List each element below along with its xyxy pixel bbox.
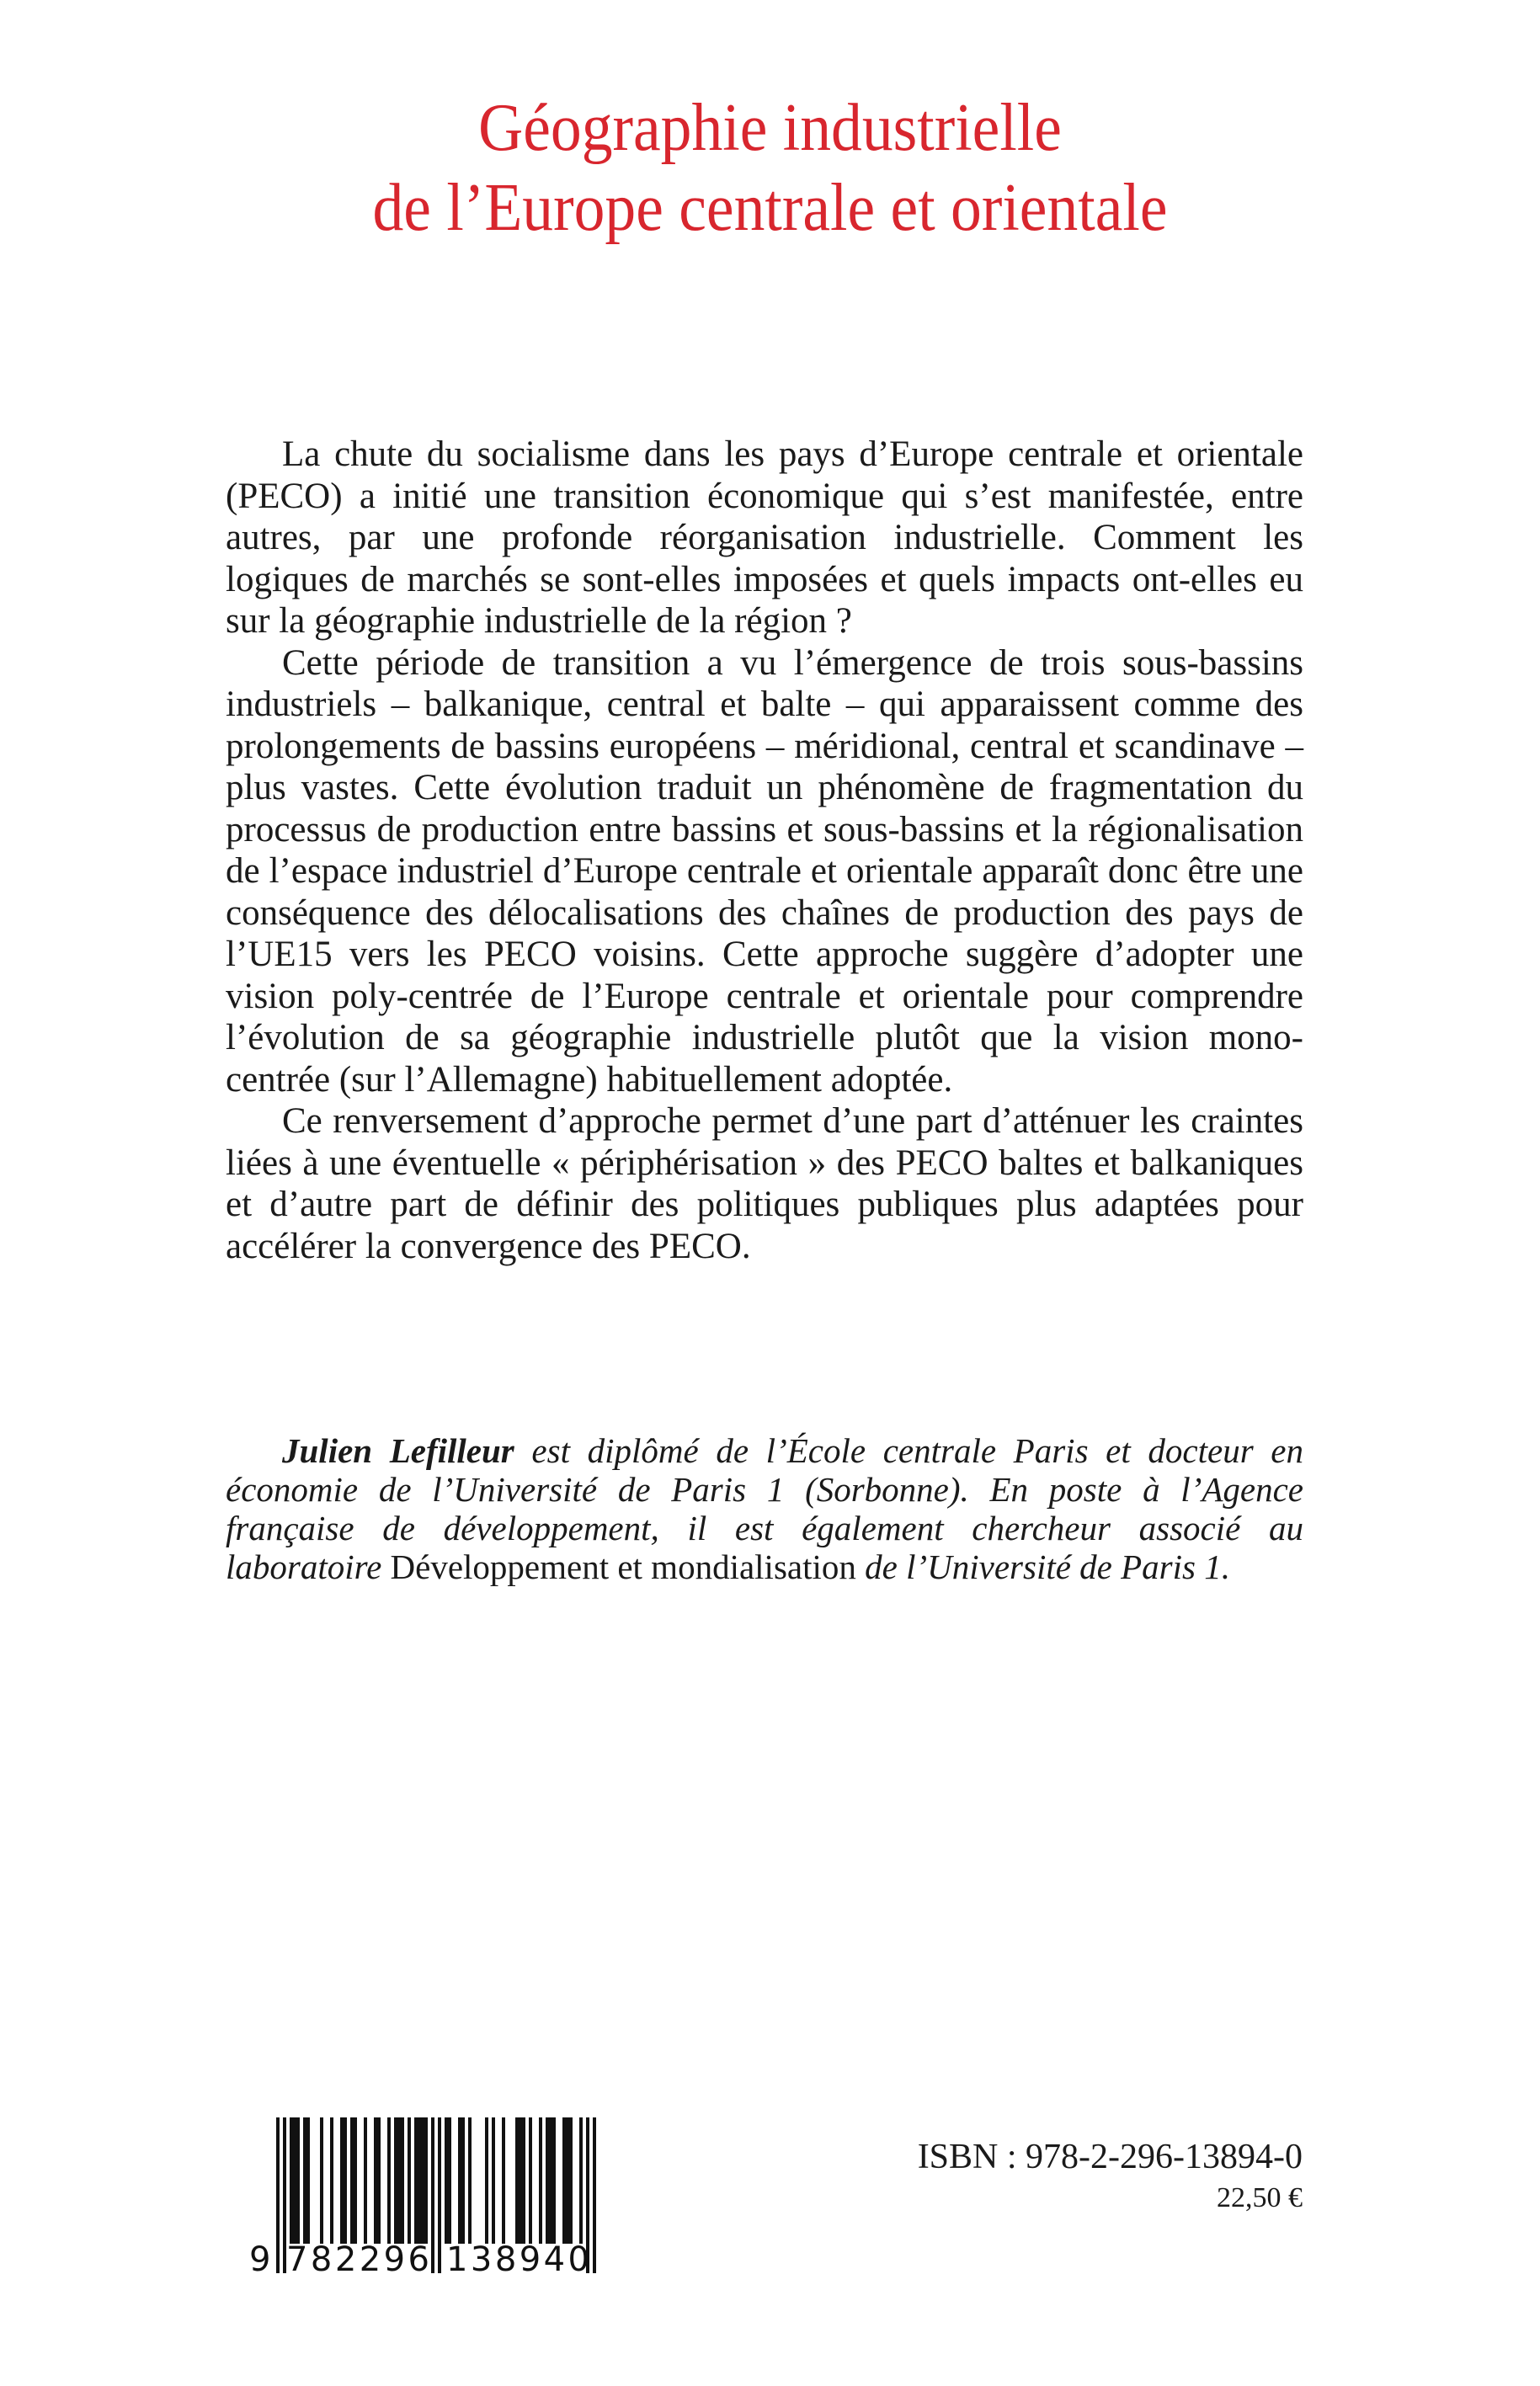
barcode-bar bbox=[414, 2117, 418, 2244]
barcode-bar bbox=[276, 2117, 280, 2273]
barcode-bar bbox=[306, 2117, 310, 2244]
barcode-bar bbox=[364, 2117, 367, 2244]
barcode-bar bbox=[303, 2117, 306, 2244]
bio-text: est diplômé de l’École centrale Paris et docteur en économie de l’Université de Paris 1 (Sorbonne). En poste à l’Agence française de développement, il est également chercheur associé au laboratoire bbox=[226, 1431, 1304, 1586]
barcode-bar bbox=[377, 2117, 381, 2244]
barcode-bar bbox=[397, 2117, 401, 2244]
barcode-bar bbox=[431, 2117, 434, 2273]
barcode-bar bbox=[562, 2117, 566, 2244]
barcode-bar bbox=[424, 2117, 428, 2244]
barcode-left-digits: 782296 bbox=[286, 2240, 429, 2273]
barcode-bar bbox=[461, 2117, 465, 2244]
barcode-bar bbox=[293, 2117, 296, 2244]
price: 22,50 € bbox=[1217, 2182, 1303, 2213]
barcode-bar bbox=[552, 2117, 556, 2244]
barcode bbox=[244, 2117, 615, 2273]
barcode-bar bbox=[468, 2117, 472, 2244]
barcode-bar bbox=[374, 2117, 377, 2244]
summary bbox=[226, 434, 1303, 1267]
barcode-bar bbox=[519, 2117, 522, 2244]
summary-paragraph: Cette période de transition a vu l’émergence de trois sous-bassins industriels – balkanique, central et balte – qui apparaissent comme des prolongements de bassins européens – méridional, central et scandinave – plus vastes. Cette évolution traduit un phénomène de fragmentation du processus de production entre bassins et sous-bassins et la régionalisation de l’espace industriel d’Europe centrale et orientale apparaît donc être une conséquence des délocalisations des chaînes de production des pays de l’UE15 vers les PECO voisins. Cette approche suggère d’adopter une vision poly-centrée de l’Europe centrale et orientale pour comprendre l’évolution de sa géographie industrielle plutôt que la vision mono-centrée (sur l’Allemagne) habituellement adoptée. bbox=[226, 642, 1303, 1100]
barcode-bar bbox=[458, 2117, 461, 2244]
barcode-bar bbox=[492, 2117, 495, 2244]
barcode-bar bbox=[539, 2117, 542, 2244]
barcode-bar bbox=[546, 2117, 549, 2244]
barcode-bar bbox=[330, 2117, 333, 2244]
barcode-first-digit: 9 bbox=[249, 2240, 271, 2273]
barcode-bar bbox=[579, 2117, 583, 2244]
barcode-bar bbox=[529, 2117, 532, 2244]
title-line-2: de l’Europe centrale et orientale bbox=[372, 171, 1168, 245]
isbn: ISBN : 978-2-296-13894-0 bbox=[917, 2138, 1303, 2176]
summary-paragraph: Ce renversement d’approche permet d’une part d’atténuer les craintes liées à une éventuelle « périphérisation » des PECO baltes et balkaniques et d’autre part de définir des politiques publiques plus adaptées pour accélérer la convergence des PECO. bbox=[226, 1101, 1303, 1266]
barcode-bar bbox=[522, 2117, 525, 2244]
barcode-bar bbox=[418, 2117, 421, 2244]
barcode-bar bbox=[421, 2117, 424, 2244]
barcode-right-digits: 138940 bbox=[446, 2240, 589, 2273]
barcode-bar bbox=[394, 2117, 397, 2244]
barcode-bar bbox=[354, 2117, 357, 2244]
barcode-bar bbox=[387, 2117, 391, 2244]
barcode-bar bbox=[445, 2117, 448, 2244]
barcode-bar bbox=[290, 2117, 293, 2244]
barcode-bar bbox=[569, 2117, 573, 2244]
barcode-bar bbox=[566, 2117, 569, 2244]
author-name: Julien Lefilleur bbox=[282, 1431, 514, 1470]
barcode-bar bbox=[344, 2117, 347, 2244]
barcode-bar bbox=[485, 2117, 488, 2244]
title-line-1: Géographie industrielle bbox=[478, 91, 1062, 165]
book-title bbox=[0, 88, 1540, 248]
barcode-bar bbox=[350, 2117, 354, 2244]
summary-paragraph: La chute du socialisme dans les pays d’Europe centrale et orientale (PECO) a initié une transition économique qui s’est manifestée, entre autres, par une profonde réorganisation industrielle. Comment les logiques de marchés se sont-elles imposées et quels impacts ont-elles eu sur la géographie industrielle de la région ? bbox=[226, 434, 1303, 641]
barcode-bar bbox=[296, 2117, 300, 2244]
barcode-bar bbox=[401, 2117, 404, 2244]
barcode-bar bbox=[515, 2117, 519, 2244]
barcode-bar bbox=[448, 2117, 451, 2244]
barcode-bar bbox=[502, 2117, 505, 2244]
bio-text-end: de l’Université de Paris 1. bbox=[855, 1547, 1230, 1586]
barcode-bar bbox=[320, 2117, 323, 2244]
author-bio bbox=[226, 1431, 1303, 1586]
barcode-bar bbox=[438, 2117, 441, 2273]
barcode-bar bbox=[549, 2117, 552, 2244]
barcode-bar bbox=[340, 2117, 344, 2244]
lab-name: Développement et mondialisation bbox=[390, 1547, 856, 1586]
barcode-bar bbox=[408, 2117, 411, 2244]
barcode-bar bbox=[593, 2117, 596, 2273]
